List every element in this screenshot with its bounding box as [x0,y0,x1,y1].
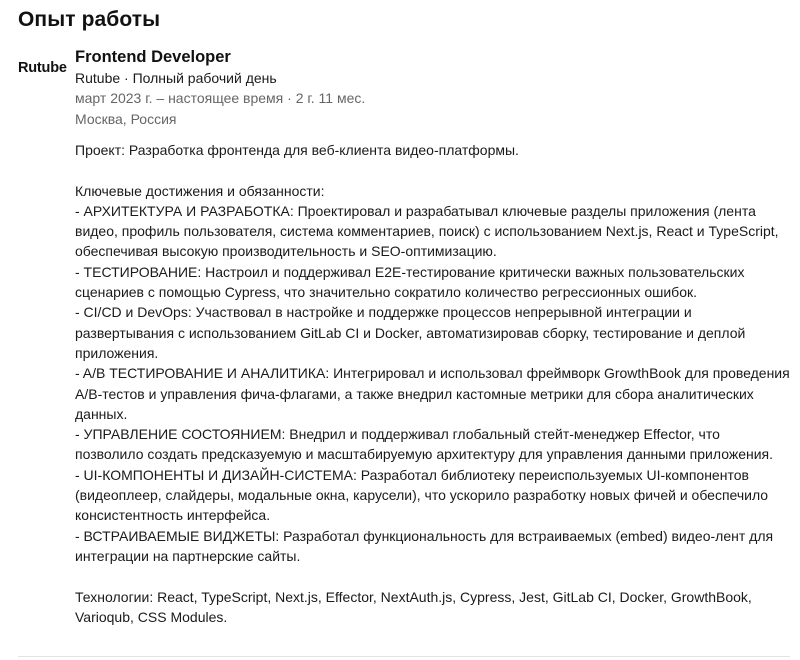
company-employment-type: Rutube · Полный рабочий день [75,70,277,86]
job-description [75,140,790,627]
achievement-item-cicd: - CI/CD и DevOps: Участвовал в настройке и поддержке процессов непрерывной интеграции и развертывания с использованием GitLab CI и Docker, автоматизировав сборку, тестирование и деплой приложения. [75,304,746,361]
project-summary: Проект: Разработка фронтенда для веб-клиента видео-платформы. [75,142,519,158]
paragraph-gap [75,566,790,586]
achievement-item-testing: - ТЕСТИРОВАНИЕ: Настроил и поддерживал E2E-тестирование критически важных пользовательских сценариев с помощью Cypress, что значительно сократило количество регрессионных ошибок. [75,263,745,301]
section-title: Опыт работы [18,8,161,31]
employment-dates: март 2023 г. – настоящее время · 2 г. 11 мес. [75,90,366,106]
achievement-item-ui-components: - UI-КОМПОНЕНТЫ И ДИЗАЙН-СИСТЕМА: Разработал библиотеку переиспользуемых UI-компонентов (видеоплеер, слайдеры, модальные окна, карусели), что ускорило разработку новых фичей и обеспечило консистентность интерфейса. [75,466,769,524]
paragraph-gap [75,160,790,180]
achievement-item-state-management: - УПРАВЛЕНИЕ СОСТОЯНИЕМ: Внедрил и поддерживал глобальный стейт-менеджер Effector, что позволило создать предсказуемую и масштабируемую архитектуру для управления данными приложения. [75,426,773,463]
achievements-heading: Ключевые достижения и обязанности: [75,182,325,199]
experience-entry [75,46,790,627]
technologies-list: Технологии: React, TypeScript, Next.js, Effector, NextAuth.js, Cypress, Jest, GitLab CI, Docker, GrowthBook, Varioqub, CSS Modules. [75,588,752,625]
achievement-item-ab-testing: - A/B ТЕСТИРОВАНИЕ И АНАЛИТИКА: Интегрировал и использовал фреймворк GrowthBook для проведения A/B-тестов и управления фича-флагами, а также внедрил кастомные метрики для сбора аналитических данных. [75,365,790,422]
achievement-item-architecture: - АРХИТЕКТУРА И РАЗРАБОТКА: Проектировал и разрабатывал ключевые разделы приложения (лента видео, профиль пользователя, система комментариев, поиск) с использованием Next.js, React и TypeScript, обеспечивая высокую производительность и SEO-оптимизацию. [75,202,779,260]
section-divider [18,656,790,657]
job-title: Frontend Developer [75,48,231,66]
company-logo[interactable]: Rutube [18,60,67,76]
achievement-item-widgets: - ВСТРАИВАЕМЫЕ ВИДЖЕТЫ: Разработал функциональность для встраиваемых (embed) видео-лент для интеграции на партнерские сайты. [75,527,774,564]
job-location: Москва, Россия [75,111,177,127]
